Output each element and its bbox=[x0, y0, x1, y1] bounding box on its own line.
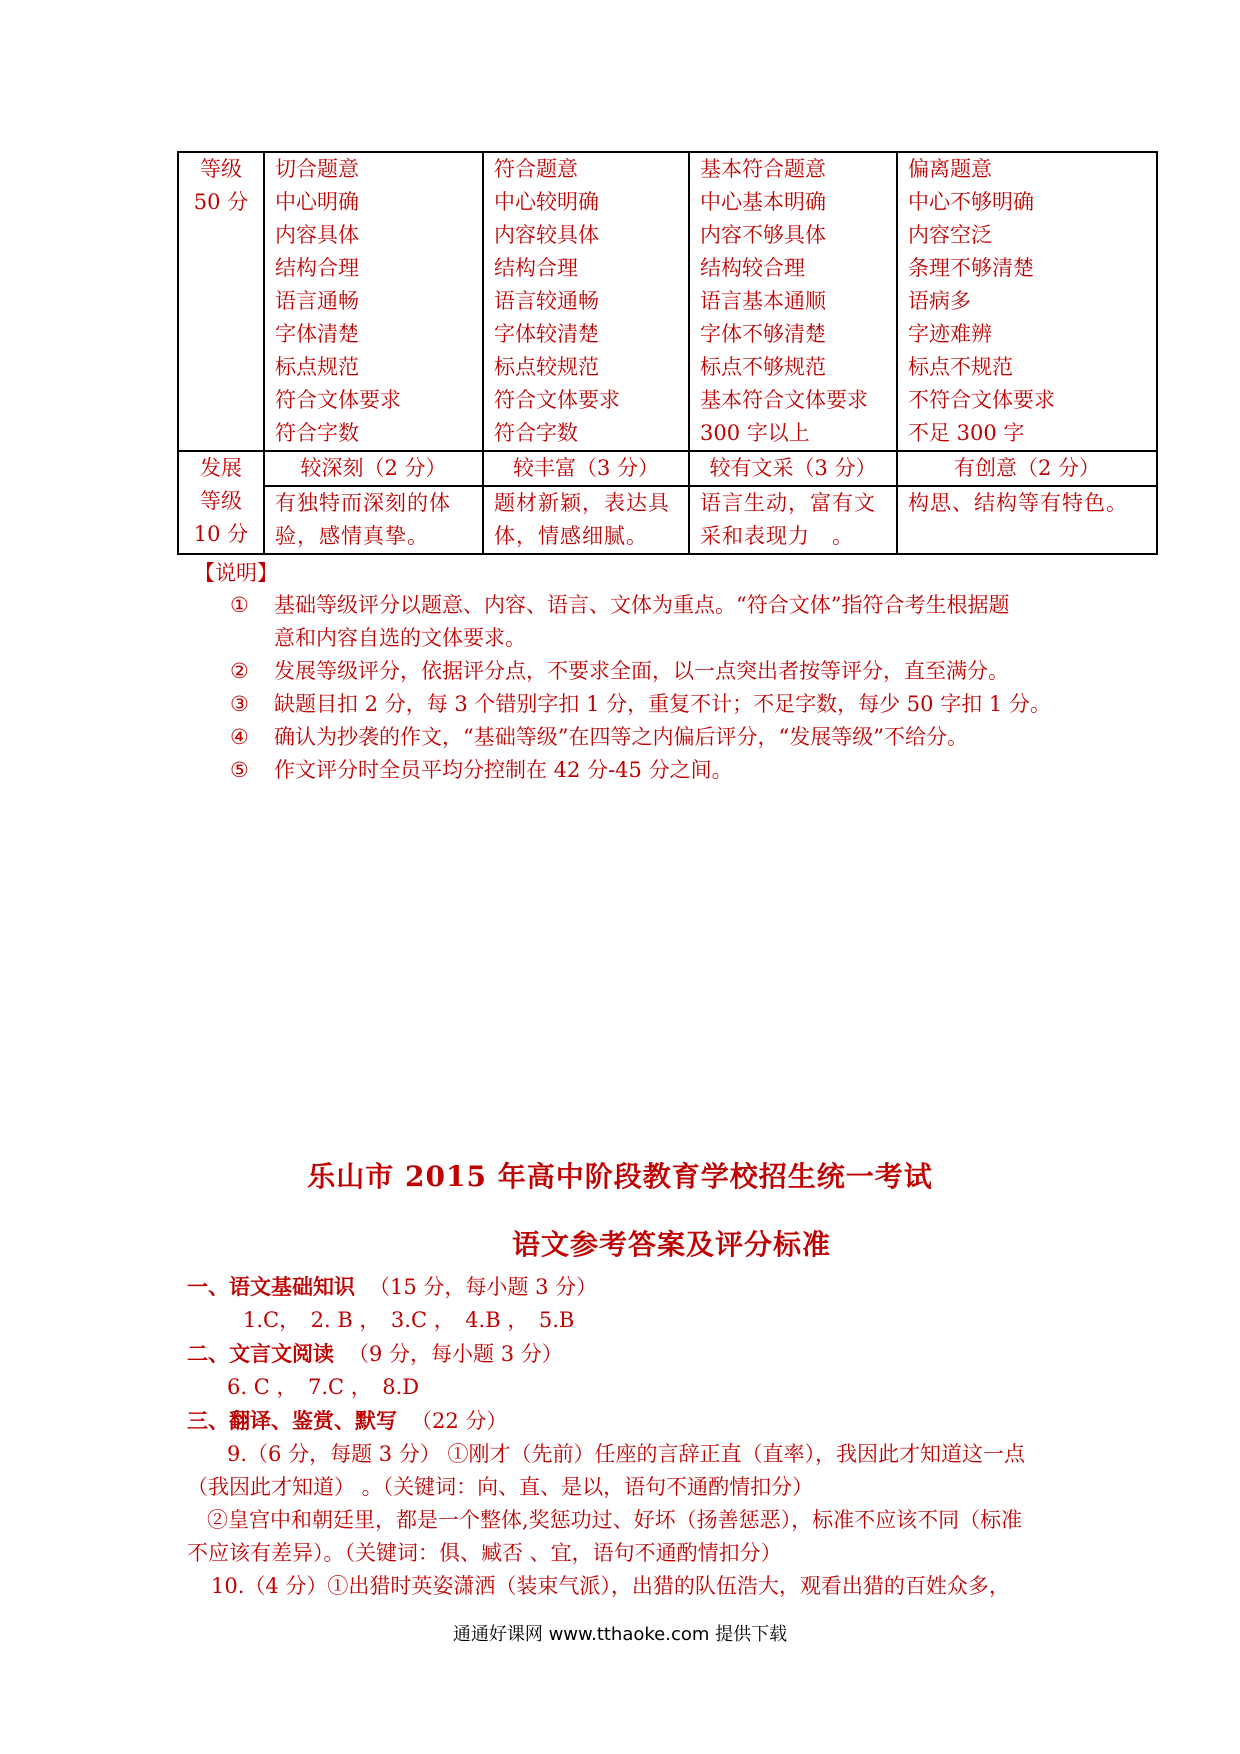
question-9-line: 9.（6 分，每题 3 分） ①刚才（先前）任座的言辞正直（直率），我因此才知道这一点 bbox=[227, 1442, 1025, 1466]
dev-desc-3: 语言生动，富有文 采和表现力 。 bbox=[689, 486, 897, 554]
basic-grade-column-3: 基本符合题意 中心基本明确 内容不够具体 结构较合理 语言基本通顺 字体不够清楚 标点不够规范 基本符合文体要求 300 字以上 bbox=[689, 152, 897, 451]
note-number: ① bbox=[230, 593, 249, 617]
basic-grade-label: 等级 50 分 bbox=[178, 152, 264, 451]
essay-rubric-table bbox=[177, 151, 1158, 555]
dev-grade-header-row bbox=[178, 451, 1157, 486]
note-number: ② bbox=[230, 659, 249, 683]
answer-key-subtitle: 语文参考答案及评分标准 bbox=[512, 1228, 832, 1261]
basic-grade-column-1: 切合题意 中心明确 内容具体 结构合理 语言通畅 字体清楚 标点规范 符合文体要求 符合字数 bbox=[264, 152, 483, 451]
question-10-line: 10.（4 分）①出猎时英姿潇洒（装束气派），出猎的队伍浩大，观看出猎的百姓众多， bbox=[211, 1574, 1010, 1598]
dev-grade-label: 发展 等级 10 分 bbox=[178, 451, 264, 554]
dev-desc-4: 构思、结构等有特色。 bbox=[897, 486, 1157, 554]
section-2-answers: 6. C ， 7.C ， 8.D bbox=[227, 1375, 420, 1399]
basic-grade-row bbox=[178, 152, 1157, 451]
dev-header-4: 有创意（2 分） bbox=[897, 451, 1157, 486]
rubric-notes bbox=[186, 557, 1110, 787]
section-2-heading: 二、文言文阅读 （9 分，每小题 3 分） bbox=[187, 1341, 563, 1366]
basic-grade-column-2: 符合题意 中心较明确 内容较具体 结构合理 语言较通畅 字体较清楚 标点较规范 符合文体要求 符合字数 bbox=[483, 152, 689, 451]
dev-header-1: 较深刻（2 分） bbox=[264, 451, 483, 486]
note-item: ③ 缺题目扣 2 分，每 3 个错别字扣 1 分，重复不计；不足字数，每少 50 字扣 1 分。 bbox=[230, 688, 1110, 721]
note-item: ④ 确认为抄袭的作文，“基础等级”在四等之内偏后评分，“发展等级”不给分。 bbox=[230, 721, 1110, 754]
notes-title: 【说明】 bbox=[194, 561, 278, 585]
dev-desc-2: 题材新颖，表达具 体，情感细腻。 bbox=[483, 486, 689, 554]
answer-key bbox=[187, 1270, 1067, 1603]
section-3-heading: 三、翻译、鉴赏、默写 （22 分） bbox=[187, 1408, 508, 1433]
exam-title: 乐山市 2015 年高中阶段教育学校招生统一考试 bbox=[307, 1160, 933, 1193]
dev-header-3: 较有文采（3 分） bbox=[689, 451, 897, 486]
question-9-line: （我因此才知道） 。（关键词：向、直、是以，语句不通酌情扣分） bbox=[187, 1475, 814, 1499]
section-1-heading: 一、语文基础知识 （15 分，每小题 3 分） bbox=[187, 1274, 598, 1299]
page-footer: 通通好课网 www.tthaoke.com 提供下载 bbox=[452, 1624, 788, 1645]
section-1-answers: 1.C， 2. B ， 3.C ， 4.B ， 5.B bbox=[243, 1308, 575, 1332]
dev-grade-desc-row bbox=[178, 486, 1157, 554]
note-item: ① 基础等级评分以题意、内容、语言、文体为重点。“符合文体”指符合考生根据题 意和内容自选的文体要求。 bbox=[230, 589, 1110, 655]
note-item: ⑤ 作文评分时全员平均分控制在 42 分-45 分之间。 bbox=[230, 754, 1110, 787]
question-9-line: ②皇宫中和朝廷里，都是一个整体,奖惩功过、好坏（扬善惩恶），标准不应该不同（标准 bbox=[207, 1508, 1023, 1532]
note-number: ⑤ bbox=[230, 758, 249, 782]
dev-header-2: 较丰富（3 分） bbox=[483, 451, 689, 486]
note-item: ② 发展等级评分，依据评分点，不要求全面，以一点突出者按等评分，直至满分。 bbox=[230, 655, 1110, 688]
note-number: ④ bbox=[230, 725, 249, 749]
note-number: ③ bbox=[230, 692, 249, 716]
basic-grade-column-4: 偏离题意 中心不够明确 内容空泛 条理不够清楚 语病多 字迹难辨 标点不规范 不符合文体要求 不足 300 字 bbox=[897, 152, 1157, 451]
dev-desc-1: 有独特而深刻的体 验，感情真挚。 bbox=[264, 486, 483, 554]
question-9-line: 不应该有差异）。（关键词：俱、臧否 、宜，语句不通酌情扣分） bbox=[187, 1541, 782, 1565]
